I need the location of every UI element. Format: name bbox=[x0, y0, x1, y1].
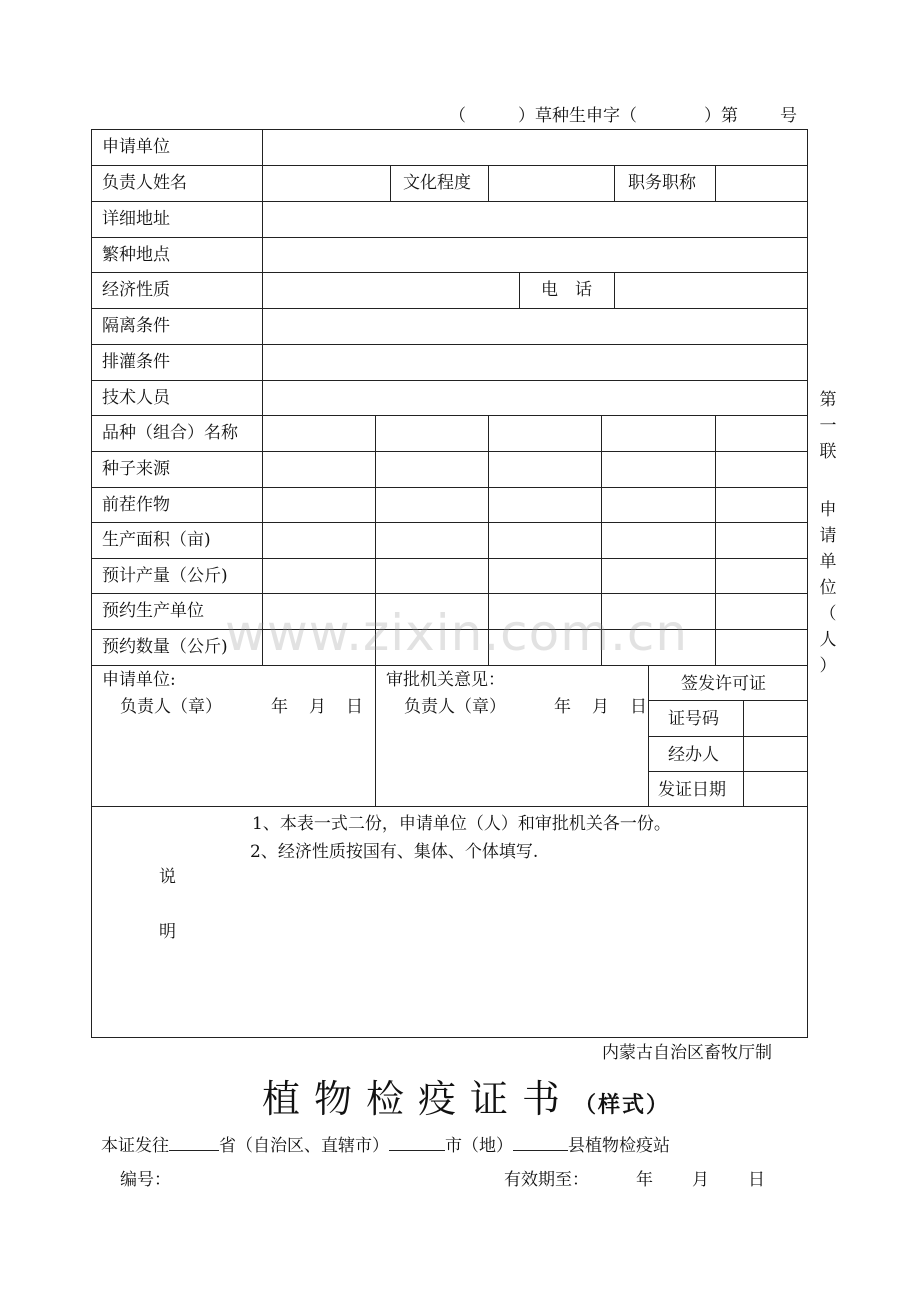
table-rule bbox=[715, 165, 716, 202]
side-label-char-1: 一 bbox=[819, 416, 837, 436]
valid-month: 月 bbox=[692, 1170, 709, 1190]
row-label-4: 经济性质 bbox=[102, 280, 170, 300]
license-row-field-2[interactable] bbox=[745, 773, 805, 805]
row-label-12: 预计产量（公斤) bbox=[102, 566, 228, 586]
variety-cell-12-1[interactable] bbox=[377, 560, 487, 592]
variety-cell-11-0[interactable] bbox=[264, 524, 374, 557]
variety-cell-10-1[interactable] bbox=[377, 489, 487, 521]
row-label-13: 预约生产单位 bbox=[102, 601, 204, 621]
table-rule bbox=[91, 165, 808, 166]
row-label-2: 详细地址 bbox=[102, 209, 170, 229]
row-label-9: 种子来源 bbox=[102, 459, 170, 479]
approval-title: 审批机关意见： bbox=[386, 670, 505, 690]
table-rule bbox=[488, 165, 489, 202]
variety-cell-12-3[interactable] bbox=[603, 560, 714, 592]
table-rule bbox=[648, 700, 808, 701]
table-rule bbox=[91, 487, 808, 488]
city-blank[interactable] bbox=[389, 1134, 445, 1151]
province-label: 省（自治区、直辖市） bbox=[219, 1136, 389, 1156]
row-label-7: 技术人员 bbox=[102, 388, 170, 408]
certificate-number-label: 编号： bbox=[120, 1170, 171, 1190]
row-label-11: 生产面积（亩) bbox=[102, 530, 211, 550]
side-label-char-10: ） bbox=[819, 656, 837, 676]
variety-cell-12-0[interactable] bbox=[264, 560, 374, 592]
license-title: 签发许可证 bbox=[681, 674, 766, 694]
certificate-title bbox=[262, 1068, 670, 1123]
county-blank[interactable] bbox=[513, 1134, 568, 1151]
license-row-label-0: 证号码 bbox=[668, 709, 719, 729]
row-label-0: 申请单位 bbox=[102, 137, 170, 157]
destination-prefix: 本证发往 bbox=[101, 1136, 169, 1156]
certificate-title-text: 植物检疫证书 bbox=[262, 1077, 575, 1121]
side-label-char-7: 位 bbox=[819, 578, 837, 598]
table-rule bbox=[91, 201, 808, 202]
issuing-organization: 内蒙古自治区畜牧厅制 bbox=[602, 1043, 772, 1063]
table-rule bbox=[91, 665, 808, 666]
table-rule bbox=[519, 272, 520, 309]
table-rule bbox=[91, 1037, 808, 1038]
note-line-1: 1、本表一式二份，申请单位（人）和审批机关各一份。 bbox=[252, 814, 671, 834]
variety-cell-9-2[interactable] bbox=[490, 453, 600, 486]
approval-month: 月 bbox=[592, 697, 609, 717]
variety-cell-12-2[interactable] bbox=[490, 560, 600, 592]
variety-cell-11-1[interactable] bbox=[377, 524, 487, 557]
variety-cell-10-0[interactable] bbox=[264, 489, 374, 521]
license-row-label-1: 经办人 bbox=[668, 745, 719, 765]
table-rule bbox=[91, 806, 808, 807]
variety-cell-14-4[interactable] bbox=[717, 631, 806, 664]
variety-cell-11-4[interactable] bbox=[717, 524, 806, 557]
name-field[interactable] bbox=[264, 167, 388, 199]
table-rule bbox=[91, 129, 808, 130]
variety-cell-9-4[interactable] bbox=[717, 453, 806, 486]
row-field-2[interactable] bbox=[264, 203, 806, 236]
row-label-6: 排灌条件 bbox=[102, 352, 170, 372]
table-rule bbox=[614, 272, 615, 309]
education-label: 文化程度 bbox=[403, 173, 471, 193]
side-label-char-8: （ bbox=[819, 604, 837, 624]
applicant-title: 申请单位: bbox=[102, 670, 176, 690]
license-row-field-1[interactable] bbox=[745, 738, 805, 770]
header-hao: 号 bbox=[780, 106, 797, 126]
phone-label: 电 话 bbox=[541, 280, 592, 300]
table-rule bbox=[390, 165, 391, 202]
table-rule bbox=[715, 415, 716, 666]
row-label-14: 预约数量（公斤) bbox=[102, 637, 228, 657]
valid-until-label: 有效期至： bbox=[504, 1170, 589, 1190]
note-line-2: 2、经济性质按国有、集体、个体填写. bbox=[250, 842, 539, 862]
variety-cell-13-4[interactable] bbox=[717, 595, 806, 628]
side-label-char-6: 单 bbox=[819, 552, 837, 572]
table-rule bbox=[91, 380, 808, 381]
economic-nature-field[interactable] bbox=[264, 274, 519, 306]
side-label-char-4: 申 bbox=[819, 500, 837, 520]
province-blank[interactable] bbox=[169, 1134, 219, 1151]
row-label-5: 隔离条件 bbox=[102, 316, 170, 336]
license-row-label-2: 发证日期 bbox=[658, 780, 726, 800]
applicant-year: 年 bbox=[271, 697, 288, 717]
approval-signature: 负责人（章） bbox=[404, 697, 506, 717]
variety-cell-11-2[interactable] bbox=[490, 524, 600, 557]
row-field-3[interactable] bbox=[264, 239, 806, 271]
side-label-char-2: 联 bbox=[819, 442, 837, 462]
side-label-char-9: 人 bbox=[819, 630, 837, 650]
header-number-label: ）第 bbox=[704, 106, 738, 126]
table-rule bbox=[91, 237, 808, 238]
notes-label-2: 明 bbox=[159, 922, 176, 942]
side-label-char-0: 第 bbox=[819, 390, 837, 410]
row-field-5[interactable] bbox=[264, 310, 806, 343]
table-rule bbox=[262, 129, 263, 666]
row-label-10: 前茬作物 bbox=[102, 495, 170, 515]
certificate-subtitle: （样式） bbox=[574, 1092, 671, 1118]
variety-cell-9-3[interactable] bbox=[603, 453, 714, 486]
variety-cell-9-1[interactable] bbox=[377, 453, 487, 486]
row-label-8: 品种（组合）名称 bbox=[102, 423, 238, 443]
variety-cell-12-4[interactable] bbox=[717, 560, 806, 592]
phone-field[interactable] bbox=[616, 274, 805, 306]
header-paren-open: （ bbox=[449, 106, 466, 126]
table-rule bbox=[91, 522, 808, 523]
side-label-char-5: 请 bbox=[819, 526, 837, 546]
table-rule bbox=[91, 593, 808, 594]
table-rule bbox=[91, 129, 92, 1038]
license-row-field-0[interactable] bbox=[745, 702, 805, 734]
watermark: www.zixin.com.cn bbox=[225, 604, 689, 662]
row-field-7[interactable] bbox=[264, 382, 806, 414]
variety-cell-10-2[interactable] bbox=[490, 489, 600, 521]
table-rule bbox=[743, 700, 744, 807]
valid-day: 日 bbox=[748, 1170, 765, 1190]
row-field-6[interactable] bbox=[264, 346, 806, 379]
variety-cell-8-4[interactable] bbox=[717, 417, 806, 450]
table-rule bbox=[91, 415, 808, 416]
table-rule bbox=[91, 558, 808, 559]
city-label: 市（地） bbox=[445, 1136, 513, 1156]
approval-day: 日 bbox=[630, 697, 647, 717]
table-rule bbox=[648, 736, 808, 737]
notes-label-1: 说 bbox=[159, 867, 176, 887]
certificate-destination-line bbox=[101, 1134, 670, 1156]
applicant-day: 日 bbox=[346, 697, 363, 717]
table-rule bbox=[375, 665, 376, 807]
variety-cell-11-3[interactable] bbox=[603, 524, 714, 557]
education-field[interactable] bbox=[490, 167, 612, 199]
variety-cell-8-0[interactable] bbox=[264, 417, 374, 450]
table-rule bbox=[807, 129, 808, 1038]
row-field-0[interactable] bbox=[264, 131, 806, 164]
title-field[interactable] bbox=[717, 167, 805, 199]
row-label-1: 负责人姓名 bbox=[102, 173, 187, 193]
row-label-3: 繁种地点 bbox=[102, 245, 170, 265]
table-rule bbox=[91, 451, 808, 452]
valid-year: 年 bbox=[636, 1170, 653, 1190]
variety-cell-9-0[interactable] bbox=[264, 453, 374, 486]
county-label: 县植物检疫站 bbox=[568, 1136, 670, 1156]
applicant-month: 月 bbox=[309, 697, 326, 717]
variety-cell-8-1[interactable] bbox=[377, 417, 487, 450]
table-rule bbox=[91, 308, 808, 309]
table-rule bbox=[648, 771, 808, 772]
variety-cell-8-2[interactable] bbox=[490, 417, 600, 450]
table-rule bbox=[91, 344, 808, 345]
title-label: 职务职称 bbox=[628, 173, 696, 193]
variety-cell-8-3[interactable] bbox=[603, 417, 714, 450]
variety-cell-10-4[interactable] bbox=[717, 489, 806, 521]
table-rule bbox=[614, 165, 615, 202]
approval-year: 年 bbox=[554, 697, 571, 717]
variety-cell-10-3[interactable] bbox=[603, 489, 714, 521]
header-doc-code: ）草种生申字（ bbox=[518, 106, 637, 126]
table-rule bbox=[91, 272, 808, 273]
applicant-signature: 负责人（章） bbox=[120, 697, 222, 717]
